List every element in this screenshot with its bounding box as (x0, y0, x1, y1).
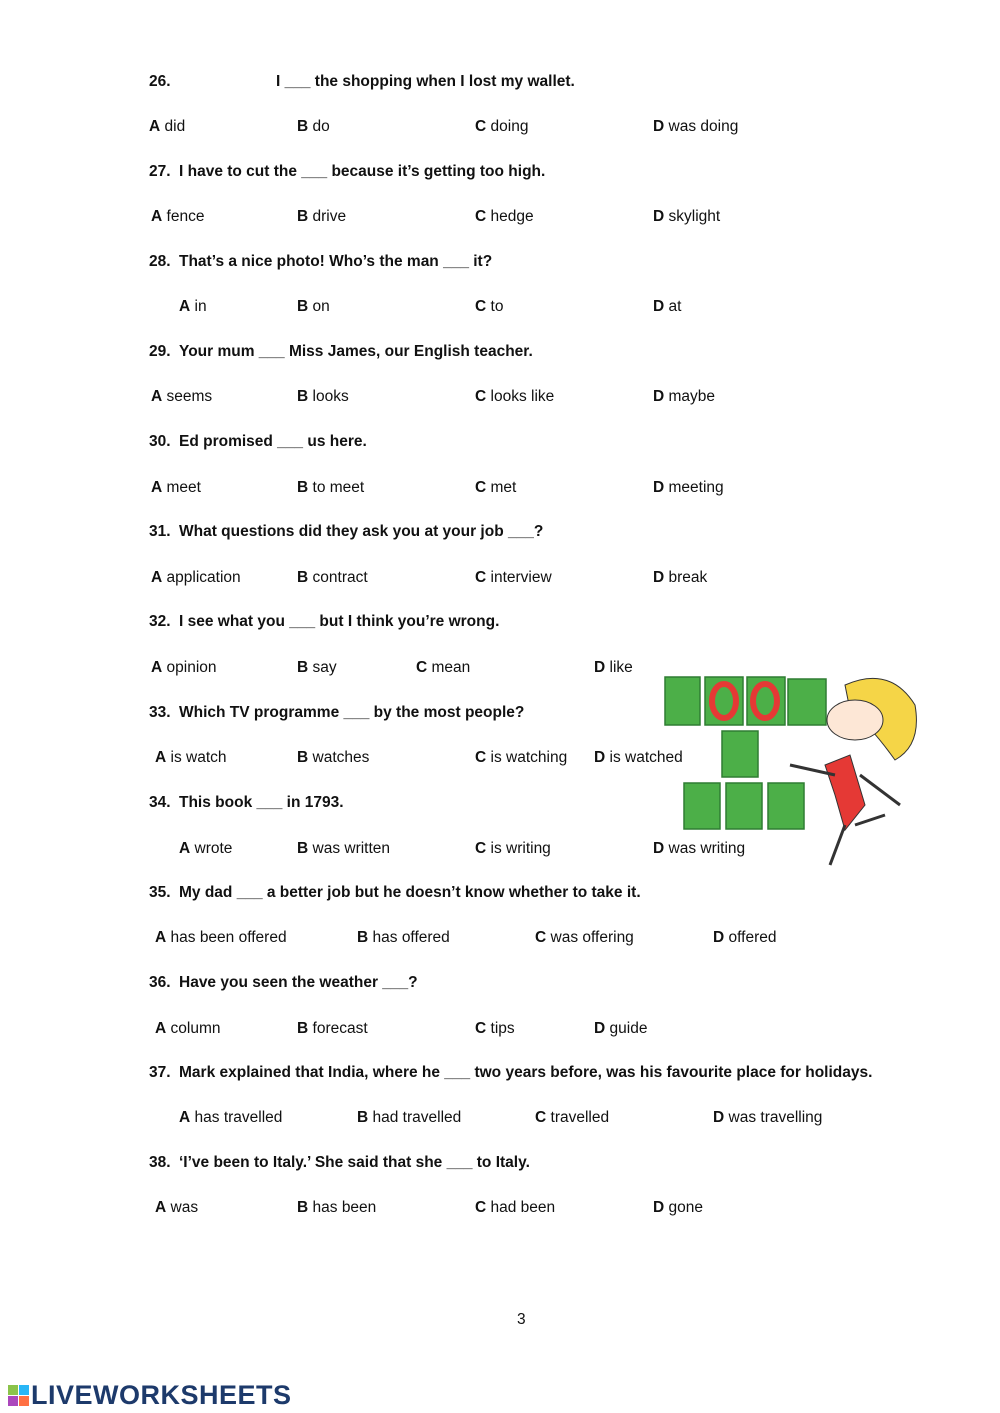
option-text: did (164, 118, 186, 135)
answer-option-d[interactable] (653, 117, 738, 137)
question-number: 28. (149, 253, 171, 270)
page-number: 3 (517, 1311, 526, 1328)
option-letter: C (475, 1199, 487, 1216)
answer-option-b[interactable] (357, 928, 450, 948)
option-text: mean (431, 659, 471, 676)
option-letter: A (151, 479, 163, 496)
option-text: guide (609, 1020, 648, 1037)
option-letter: D (594, 749, 606, 766)
option-letter: A (151, 569, 163, 586)
answer-option-b[interactable] (297, 658, 337, 678)
answer-option-d[interactable] (653, 1198, 703, 1218)
option-letter: A (155, 749, 167, 766)
option-letter: D (713, 1109, 725, 1126)
option-text: contract (312, 569, 368, 586)
answer-option-b[interactable] (297, 839, 390, 859)
question-number: 37. (149, 1064, 171, 1081)
option-text: break (668, 569, 708, 586)
option-letter: D (653, 118, 665, 135)
answer-option-a[interactable] (155, 928, 287, 948)
option-letter: C (475, 298, 487, 315)
option-letter: D (653, 388, 665, 405)
option-letter: C (475, 840, 487, 857)
answer-option-d[interactable] (653, 478, 724, 498)
option-letter: B (297, 749, 309, 766)
option-letter: B (297, 298, 309, 315)
question-number: 26. (149, 73, 171, 90)
answer-option-b[interactable] (297, 117, 330, 137)
option-text: seems (166, 388, 213, 405)
option-text: tips (490, 1020, 515, 1037)
option-letter: A (179, 840, 191, 857)
option-text: in (194, 298, 207, 315)
option-letter: D (653, 298, 665, 315)
option-letter: D (653, 840, 665, 857)
option-letter: B (297, 840, 309, 857)
option-letter: C (475, 749, 487, 766)
answer-option-d[interactable] (713, 1108, 822, 1128)
option-letter: C (416, 659, 428, 676)
option-text: offered (728, 929, 777, 946)
option-text: has been offered (170, 929, 287, 946)
option-text: meeting (668, 479, 724, 496)
option-text: has been (312, 1199, 377, 1216)
answer-option-a[interactable] (149, 117, 185, 137)
answer-option-c[interactable] (475, 1198, 555, 1218)
option-text: travelled (550, 1109, 610, 1126)
option-letter: D (653, 479, 665, 496)
option-letter: C (475, 388, 487, 405)
option-letter: B (357, 1109, 369, 1126)
option-letter: C (535, 929, 547, 946)
option-text: is watched (609, 749, 683, 766)
answer-option-d[interactable] (653, 387, 715, 407)
answer-option-a[interactable] (151, 387, 212, 407)
option-text: looks (312, 388, 349, 405)
answer-option-b[interactable] (297, 207, 346, 227)
question-text: I ___ the shopping when I lost my wallet. (276, 73, 575, 90)
option-letter: B (357, 929, 369, 946)
answer-option-a[interactable] (151, 478, 201, 498)
answer-option-a[interactable] (151, 658, 217, 678)
option-text: at (668, 298, 682, 315)
option-letter: D (594, 1020, 606, 1037)
question-text: Have you seen the weather ___? (179, 974, 418, 991)
option-text: met (490, 479, 517, 496)
question-text: Mark explained that India, where he ___ two years before, was his favourite place for holidays. (179, 1064, 873, 1081)
question-text: I see what you ___ but I think you’re wrong. (179, 613, 500, 630)
answer-option-c[interactable] (535, 1108, 609, 1128)
answer-option-c[interactable] (475, 387, 554, 407)
option-letter: C (475, 569, 487, 586)
option-text: wrote (194, 840, 233, 857)
question-number: 33. (149, 704, 171, 721)
option-text: hedge (490, 208, 534, 225)
question-text: What questions did they ask you at your job ___? (179, 523, 544, 540)
option-text: drive (312, 208, 347, 225)
question-text: ‘I’ve been to Italy.’ She said that she ___ to Italy. (179, 1154, 530, 1171)
answer-option-b[interactable] (357, 1108, 461, 1128)
answer-option-a[interactable] (155, 1198, 198, 1218)
option-letter: D (653, 208, 665, 225)
answer-option-d[interactable] (594, 658, 633, 678)
liveworksheets-logo (8, 1381, 292, 1409)
option-letter: C (475, 118, 487, 135)
option-letter: B (297, 1020, 309, 1037)
option-text: to (490, 298, 504, 315)
option-text: has offered (372, 929, 450, 946)
option-letter: A (155, 929, 167, 946)
option-text: meet (166, 479, 201, 496)
option-text: was doing (668, 118, 739, 135)
answer-option-c[interactable] (475, 297, 503, 317)
answer-option-b[interactable] (297, 1019, 368, 1039)
question-text: This book ___ in 1793. (179, 794, 344, 811)
option-text: was travelling (728, 1109, 823, 1126)
answer-option-b[interactable] (297, 1198, 376, 1218)
option-letter: C (475, 1020, 487, 1037)
option-text: is watch (170, 749, 227, 766)
answer-option-a[interactable] (179, 1108, 282, 1128)
option-letter: C (475, 208, 487, 225)
answer-option-d[interactable] (594, 1019, 647, 1039)
question-number: 36. (149, 974, 171, 991)
answer-option-b[interactable] (297, 297, 330, 317)
option-text: watches (312, 749, 370, 766)
option-text: gone (668, 1199, 703, 1216)
answer-option-a[interactable] (155, 1019, 220, 1039)
answer-option-c[interactable] (535, 928, 634, 948)
answer-option-c[interactable] (475, 478, 516, 498)
question-text: Ed promised ___ us here. (179, 433, 367, 450)
option-text: column (170, 1020, 221, 1037)
answer-option-c[interactable] (475, 568, 552, 588)
answer-option-d[interactable] (653, 207, 720, 227)
option-text: doing (490, 118, 529, 135)
question-text: Which TV programme ___ by the most people? (179, 704, 525, 721)
option-text: like (609, 659, 633, 676)
option-letter: D (713, 929, 725, 946)
option-text: was written (312, 840, 391, 857)
question-number: 27. (149, 163, 171, 180)
option-text: do (312, 118, 330, 135)
option-text: was (170, 1199, 199, 1216)
option-letter: A (149, 118, 161, 135)
answer-option-d[interactable] (713, 928, 777, 948)
option-letter: A (151, 659, 163, 676)
cartoon-woman-word-tiles-illustration (660, 665, 925, 875)
option-text: to meet (312, 479, 365, 496)
option-letter: B (297, 208, 309, 225)
option-letter: D (653, 569, 665, 586)
answer-option-d[interactable] (653, 568, 707, 588)
question-number: 35. (149, 884, 171, 901)
option-letter: B (297, 479, 309, 496)
option-text: looks like (490, 388, 555, 405)
option-letter: B (297, 659, 309, 676)
option-text: application (166, 569, 241, 586)
option-letter: B (297, 118, 309, 135)
option-letter: C (535, 1109, 547, 1126)
option-letter: A (155, 1020, 167, 1037)
question-number: 31. (149, 523, 171, 540)
option-letter: A (151, 388, 163, 405)
option-letter: D (594, 659, 606, 676)
question-number: 29. (149, 343, 171, 360)
answer-option-c[interactable] (475, 839, 551, 859)
option-letter: B (297, 569, 309, 586)
logo-text: LIVEWORKSHEETS (31, 1380, 292, 1410)
question-number: 34. (149, 794, 171, 811)
answer-option-a[interactable] (155, 748, 227, 768)
question-number: 38. (149, 1154, 171, 1171)
answer-option-c[interactable] (475, 748, 567, 768)
option-text: forecast (312, 1020, 368, 1037)
question-text: My dad ___ a better job but he doesn’t know whether to take it. (179, 884, 641, 901)
answer-option-a[interactable] (151, 207, 204, 227)
option-text: is writing (490, 840, 551, 857)
logo-badge-icon (8, 1385, 29, 1406)
option-letter: A (179, 298, 191, 315)
answer-option-b[interactable] (297, 478, 364, 498)
option-text: opinion (166, 659, 217, 676)
option-text: was offering (550, 929, 634, 946)
question-number: 30. (149, 433, 171, 450)
option-letter: A (179, 1109, 191, 1126)
option-text: has travelled (194, 1109, 283, 1126)
answer-option-d[interactable] (653, 297, 681, 317)
option-letter: A (155, 1199, 167, 1216)
answer-option-a[interactable] (151, 568, 241, 588)
answer-option-c[interactable] (475, 207, 534, 227)
option-text: skylight (668, 208, 721, 225)
option-letter: D (653, 1199, 665, 1216)
option-letter: A (151, 208, 163, 225)
answer-option-b[interactable] (297, 568, 368, 588)
option-text: on (312, 298, 330, 315)
option-text: had travelled (372, 1109, 462, 1126)
question-text: Your mum ___ Miss James, our English teacher. (179, 343, 533, 360)
answer-option-b[interactable] (297, 748, 369, 768)
option-text: interview (490, 569, 552, 586)
answer-option-c[interactable] (475, 1019, 515, 1039)
question-text: I have to cut the ___ because it’s getting too high. (179, 163, 546, 180)
option-letter: B (297, 1199, 309, 1216)
question-text: That’s a nice photo! Who’s the man ___ it? (179, 253, 493, 270)
answer-option-c[interactable] (416, 658, 470, 678)
question-number: 32. (149, 613, 171, 630)
option-text: fence (166, 208, 205, 225)
option-letter: C (475, 479, 487, 496)
option-text: is watching (490, 749, 568, 766)
option-letter: B (297, 388, 309, 405)
option-text: was writing (668, 840, 746, 857)
answer-option-b[interactable] (297, 387, 349, 407)
option-text: had been (490, 1199, 556, 1216)
answer-option-a[interactable] (179, 297, 207, 317)
answer-option-a[interactable] (179, 839, 232, 859)
answer-option-c[interactable] (475, 117, 528, 137)
option-text: maybe (668, 388, 716, 405)
option-text: say (312, 659, 337, 676)
